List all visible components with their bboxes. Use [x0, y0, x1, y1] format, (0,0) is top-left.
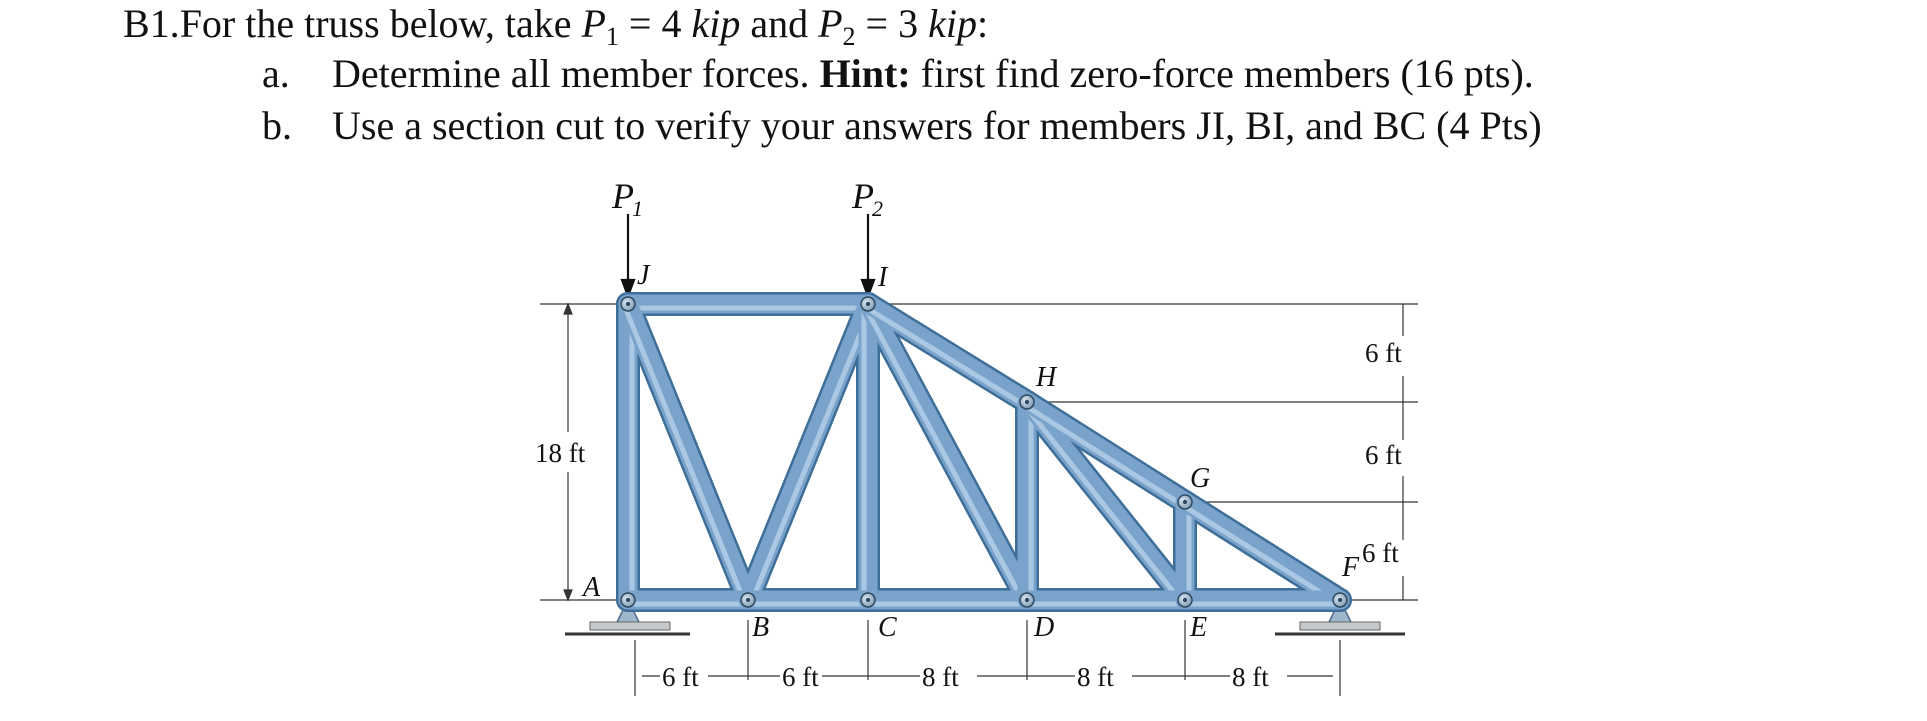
joint-label-f: F	[1342, 552, 1360, 583]
dim-bottom-label-ef: 8 ft	[1232, 662, 1269, 692]
joint-label-d: D	[1034, 612, 1055, 643]
p1-label-symbol: P	[612, 176, 634, 216]
joint-label-e: E	[1190, 612, 1208, 643]
p1-symbol: P	[581, 1, 606, 46]
pin-joint-b-center	[746, 598, 750, 602]
pin-joint-h-center	[1025, 400, 1029, 404]
dim-right-top-label: 6 ft	[1365, 338, 1402, 368]
joint-label-i: I	[878, 262, 888, 293]
joint-label-b: B	[752, 612, 770, 643]
p2-value: = 3	[865, 1, 919, 46]
title-colon: :	[976, 1, 989, 46]
p2-symbol: P	[818, 1, 843, 46]
joint-label-g: G	[1190, 463, 1211, 494]
pin-joint-d-center	[1025, 598, 1029, 602]
joint-label-c: C	[878, 612, 897, 643]
p2-subscript: 2	[842, 22, 856, 51]
dim-bottom-label-de: 8 ft	[1077, 662, 1114, 692]
part-a-text: Determine all member forces.	[332, 51, 810, 96]
dim-right-mid-label: 6 ft	[1365, 440, 1402, 470]
truss-members	[624, 304, 1340, 604]
member-jb-highlight	[624, 306, 744, 602]
p1-subscript: 1	[605, 22, 619, 51]
load-arrows	[622, 214, 874, 296]
joint-label-a: A	[583, 572, 601, 603]
joint-label-j: J	[637, 260, 650, 291]
p1-unit: kip	[691, 1, 741, 46]
part-b-text: Use a section cut to verify your answers for members JI, BI, and BC (4 Pts)	[332, 103, 1542, 148]
pin-joint-e-center	[1183, 598, 1187, 602]
member-jb	[628, 304, 748, 600]
member-bi	[748, 304, 868, 600]
part-a-marker: a.	[262, 51, 290, 96]
dim-bottom-label-cd: 8 ft	[922, 662, 959, 692]
joiner-text: and	[750, 1, 809, 46]
dim-right-bot-label: 6 ft	[1362, 538, 1399, 568]
pin-joint-f-center	[1338, 598, 1342, 602]
p1-label-sub: 1	[632, 196, 643, 221]
dim-bottom-label-bc: 6 ft	[782, 662, 819, 692]
figure-labels	[535, 176, 1402, 692]
pin-joint-i-center	[866, 302, 870, 306]
member-he-highlight	[1024, 404, 1182, 602]
member-bi-highlight	[752, 306, 872, 602]
problem-lead: For the truss below, take	[179, 1, 572, 46]
dim-bottom-label-ab: 6 ft	[662, 662, 699, 692]
pin-joint-j-center	[626, 302, 630, 306]
p2-label-symbol: P	[852, 176, 874, 216]
p1-value: = 4	[628, 1, 682, 46]
pin-joint-a-center	[626, 598, 630, 602]
p2-label-sub: 2	[872, 196, 883, 221]
problem-number: B1.	[123, 1, 180, 46]
p2-unit: kip	[928, 1, 977, 46]
dim-height-label: 18 ft	[535, 438, 586, 468]
joint-label-h: H	[1036, 362, 1057, 393]
pin-joint-g-center	[1183, 500, 1187, 504]
member-gf	[1185, 502, 1340, 600]
part-b-marker: b.	[262, 103, 292, 148]
part-a-hint-text: first find zero-force members (16 pts).	[920, 51, 1534, 96]
pin-joint-c-center	[866, 598, 870, 602]
hint-label: Hint:	[819, 51, 911, 96]
